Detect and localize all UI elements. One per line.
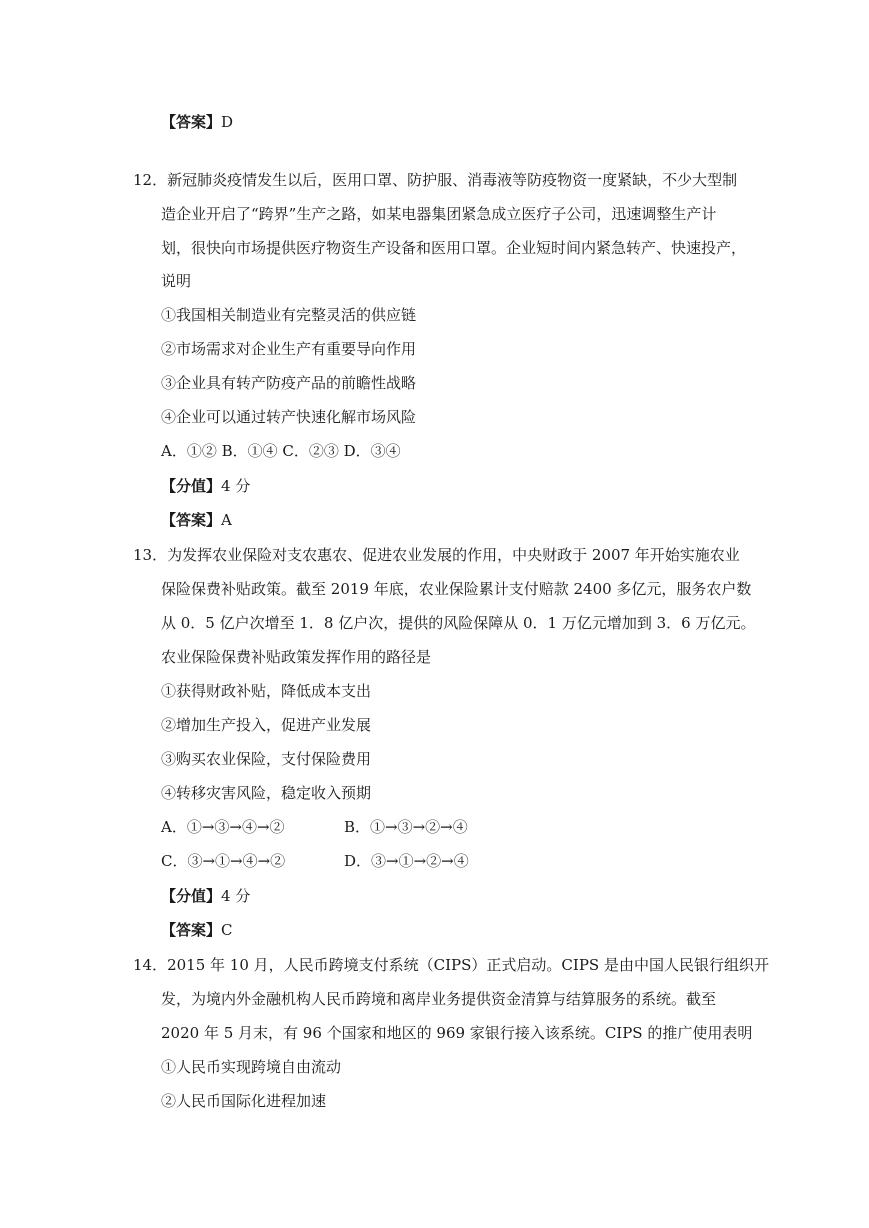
q14-stem-line-2: 发，为境内外金融机构人民币跨境和离岸业务提供资金清算与结算服务的系统。截至	[161, 990, 717, 1008]
q12-item-1: ①我国相关制造业有完整灵活的供应链	[161, 306, 417, 324]
q13-score	[161, 886, 250, 906]
q12-score	[161, 476, 250, 496]
q12-stem-line-4: 说明	[161, 272, 192, 290]
answer-tag: 【答案】	[161, 113, 222, 131]
q14-stem-line-3: 2020 年 5 月末，有 96 个国家和地区的 969 家银行接入该系统。CIPS 的推广使用表明	[161, 1024, 753, 1042]
q12-stem-line-1: 12．新冠肺炎疫情发生以后，医用口罩、防护服、消毒液等防疫物资一度紧缺，不少大型制	[133, 171, 738, 189]
q12-stem-line-2: 造企业开启了“跨界”生产之路，如某电器集团紧急成立医疗子公司，迅速调整生产计	[161, 205, 717, 223]
q13-answer	[161, 920, 233, 940]
answer-value: C	[221, 921, 233, 939]
answer-value: A	[221, 511, 232, 529]
q12-item-3: ③企业具有转产防疫产品的前瞻性战略	[161, 374, 417, 392]
score-tag: 【分值】	[161, 887, 222, 905]
q13-option-d: D．③→①→②→④	[344, 852, 469, 870]
q11-answer	[161, 112, 233, 132]
answer-value: D	[221, 113, 234, 131]
q12-stem-line-3: 划，很快向市场提供医疗物资生产设备和医用口罩。企业短时间内紧急转产、快速投产，	[161, 239, 747, 257]
q13-stem-line-1: 13．为发挥农业保险对支农惠农、促进农业发展的作用，中央财政于 2007 年开始实施农业	[133, 546, 740, 564]
q13-stem-line-3: 从 0．5 亿户次增至 1．8 亿户次，提供的风险保障从 0．1 万亿元增加到 3．6 万亿元。	[161, 614, 756, 632]
answer-tag: 【答案】	[161, 921, 222, 939]
q13-option-c: C．③→①→④→②	[161, 852, 286, 870]
q14-stem-line-1: 14．2015 年 10 月，人民币跨境支付系统（CIPS）正式启动。CIPS 是由中国人民银行组织开	[133, 956, 769, 974]
q13-item-2: ②增加生产投入，促进产业发展	[161, 716, 372, 734]
q13-option-b: B．①→③→②→④	[344, 818, 468, 836]
q12-options: A．①② B．①④ C．②③ D．③④	[161, 442, 401, 460]
q13-item-1: ①获得财政补贴，降低成本支出	[161, 682, 372, 700]
q14-item-1: ①人民币实现跨境自由流动	[161, 1058, 342, 1076]
q12-answer	[161, 510, 232, 530]
score-value: 4 分	[221, 887, 251, 905]
q13-option-a: A．①→③→④→②	[161, 818, 285, 836]
q13-stem-line-2: 保险保费补贴政策。截至 2019 年底，农业保险累计支付赔款 2400 多亿元，服务农户数	[161, 580, 752, 598]
answer-tag: 【答案】	[161, 511, 222, 529]
q13-stem-line-4: 农业保险保费补贴政策发挥作用的路径是	[161, 648, 432, 666]
q13-item-4: ④转移灾害风险，稳定收入预期	[161, 784, 372, 802]
q12-item-4: ④企业可以通过转产快速化解市场风险	[161, 408, 417, 426]
q12-item-2: ②市场需求对企业生产有重要导向作用	[161, 340, 417, 358]
q13-item-3: ③购买农业保险，支付保险费用	[161, 750, 372, 768]
q14-item-2: ②人民币国际化进程加速	[161, 1092, 327, 1110]
score-value: 4 分	[221, 477, 251, 495]
score-tag: 【分值】	[161, 477, 222, 495]
